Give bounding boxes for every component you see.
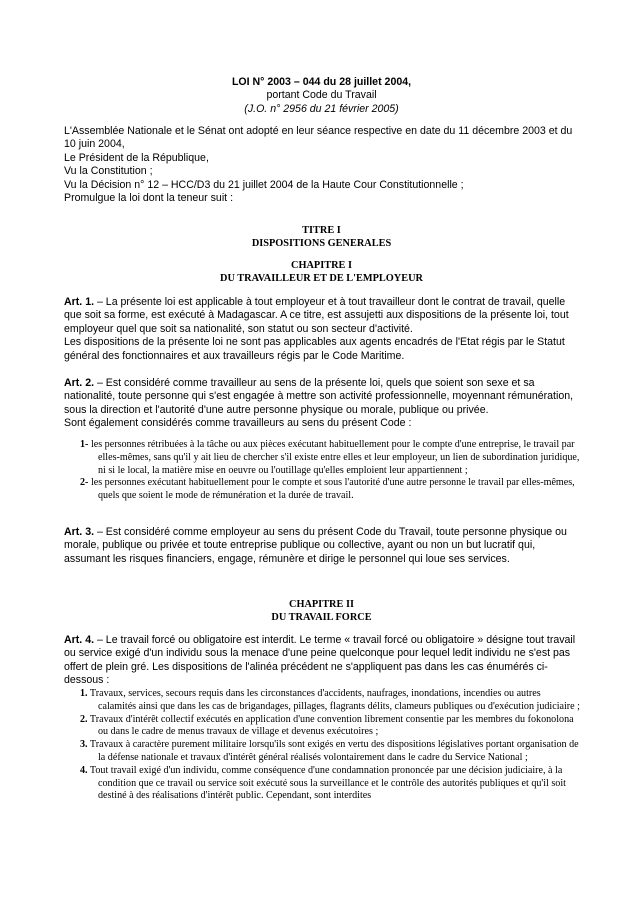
preamble-line: Vu la Décision n° 12 – HCC/D3 du 21 juillet 2004 de la Haute Cour Constitutionnelle ; — [64, 178, 464, 191]
article-2-para2: Sont également considérés comme travailleurs au sens du présent Code : — [64, 417, 412, 430]
preamble-line: Le Président de la République, — [64, 151, 209, 164]
article-1-para — [64, 296, 579, 336]
list-item-text: les personnes exécutant habituellement pour le compte et sous l'autorité d'une autre personne le travail par elles-mêmes, quels que soient le mode de rémunération et la durée de travail. — [88, 477, 575, 502]
article-4-text: – Le travail forcé ou obligatoire est interdit. Le terme « travail forcé ou obligatoire » désigne tout travail ou service exigé d'un individu sous la menace d'une peine quelconque pour lequel ledit individu ne s'est pas offert de plein gré. Les dispositions de l'alinéa précédent ne s'appliquent pas dans les cas énumérés ci-dessous : — [64, 634, 576, 687]
list-item-number: 4. — [80, 764, 88, 776]
article-3 — [64, 526, 579, 566]
preamble — [64, 125, 579, 205]
list-item-text: Travaux à caractère purement militaire lorsqu'ils sont exigés en vertu des dispositions législatives portant organisation de la défense nationale et travaux d'intérêt général réalisés volontairement dans le cadre du Service National ; — [87, 739, 579, 763]
chapitre2-label: CHAPITRE II — [289, 599, 354, 610]
law-title: LOI N° 2003 – 044 du 28 juillet 2004, — [231, 76, 412, 88]
preamble-line: Vu la Constitution ; — [64, 165, 153, 178]
article-1 — [64, 296, 579, 363]
law-header — [64, 76, 579, 116]
article-3-para — [64, 526, 579, 566]
preamble-line: L'Assemblée Nationale et le Sénat ont adopté en leur séance respective en date du 11 décembre 2003 et du 10 juin 2004, — [64, 125, 573, 151]
law-subtitle: portant Code du Travail — [266, 89, 377, 102]
titre-name: DISPOSITIONS GENERALES — [251, 238, 392, 249]
list-item-text: Travaux d'intérêt collectif exécutés en application d'une convention librement consentie par les membres du fokonolona ou dans le cadre de menus travaux de village et devenus exécutoires ; — [87, 713, 574, 738]
list-item-number: 2. — [80, 713, 88, 725]
article-4 — [64, 634, 579, 688]
article-2 — [64, 377, 579, 431]
chapitre1-heading — [64, 259, 579, 285]
list-item — [80, 714, 580, 740]
list-item — [80, 688, 580, 714]
list-item — [80, 439, 580, 477]
list-item-text: les personnes rétribuées à la tâche ou aux pièces exécutant habituellement pour le compte d'une entreprise, le travail par elles-mêmes, sans qu'il y ait lieu de chercher s'il existe entre elles et leur employeur, un lien de subordination juridique, ni si le local, la matière mise en oeuvre ou l'outillage qu'elles emploient leur appartiennent ; — [88, 439, 580, 476]
law-publication: (J.O. n° 2956 du 21 février 2005) — [244, 102, 399, 115]
article-1-label: Art. 1. — [64, 296, 95, 308]
list-item-number: 2- — [80, 477, 89, 489]
chapitre2-name: DU TRAVAIL FORCE — [271, 612, 372, 623]
article-1-para2: Les dispositions de la présente loi ne sont pas applicables aux agents encadrés de l'Etat régis par le Statut général des fonctionnaires et aux travailleurs régis par le Code Maritime. — [64, 336, 565, 362]
article-4-para — [64, 634, 579, 688]
article-3-label: Art. 3. — [64, 526, 95, 538]
preamble-line: Promulgue la loi dont la teneur suit : — [64, 192, 234, 205]
list-item — [80, 765, 580, 803]
article-2-label: Art. 2. — [64, 377, 95, 389]
list-item — [80, 739, 580, 765]
list-item — [80, 477, 580, 503]
article-1-text: – La présente loi est applicable à tout employeur et à tout travailleur dont le contrat de travail, quelle que soit sa forme, est exécuté à Madagascar. A ce titre, est assujetti aux dispositions de la présente loi, tout employeur quel que soit sa nationalité, son statut ou son secteur d'activité. — [64, 296, 569, 335]
article-3-text: – Est considéré comme employeur au sens du présent Code du Travail, toute personne physique ou morale, publique ou privée et toute entreprise publique ou collective, ayant ou non un but lucratif qui, assumant les risques financiers, engage, rémunère et dirige le personnel qui loue ses services. — [64, 526, 567, 565]
chapitre1-label: CHAPITRE I — [291, 260, 352, 271]
list-item-text: Travaux, services, secours requis dans les circonstances d'accidents, naufrages, inondations, incendies ou autres calamités ainsi que dans les cas de brigandages, pillages, flagrants délits, clameurs publiques ou d'exécution judiciaire ; — [87, 688, 580, 712]
article-2-text: – Est considéré comme travailleur au sens de la présente loi, quels que soient son sexe et sa nationalité, toute personne qui s'est engagée à mettre son activité professionnelle, moyennant rémunération, sous la direction et l'autorité d'une autre personne physique ou morale, publique ou privée. — [64, 377, 574, 416]
article-4-list — [80, 688, 580, 803]
list-item-number: 1- — [80, 439, 89, 450]
list-item-number: 3. — [80, 739, 88, 751]
article-2-list — [80, 439, 580, 503]
titre-label: TITRE I — [302, 225, 341, 236]
article-2-para — [64, 377, 579, 417]
titre-heading — [64, 224, 579, 250]
list-item-number: 1. — [80, 688, 88, 699]
chapitre2-heading — [64, 598, 579, 624]
list-item-text: Tout travail exigé d'un individu, comme conséquence d'une condamnation prononcée par une décision judiciaire, à la condition que ce travail ou service soit exécuté sous la surveillance et le contrôle des autorités publiques et qu'il soit destiné à des réalisations d'intérêt public. Cependant, sont interdites — [87, 764, 566, 802]
chapitre1-name: DU TRAVAILLEUR ET DE L'EMPLOYEUR — [220, 273, 423, 284]
article-4-label: Art. 4. — [64, 634, 95, 646]
